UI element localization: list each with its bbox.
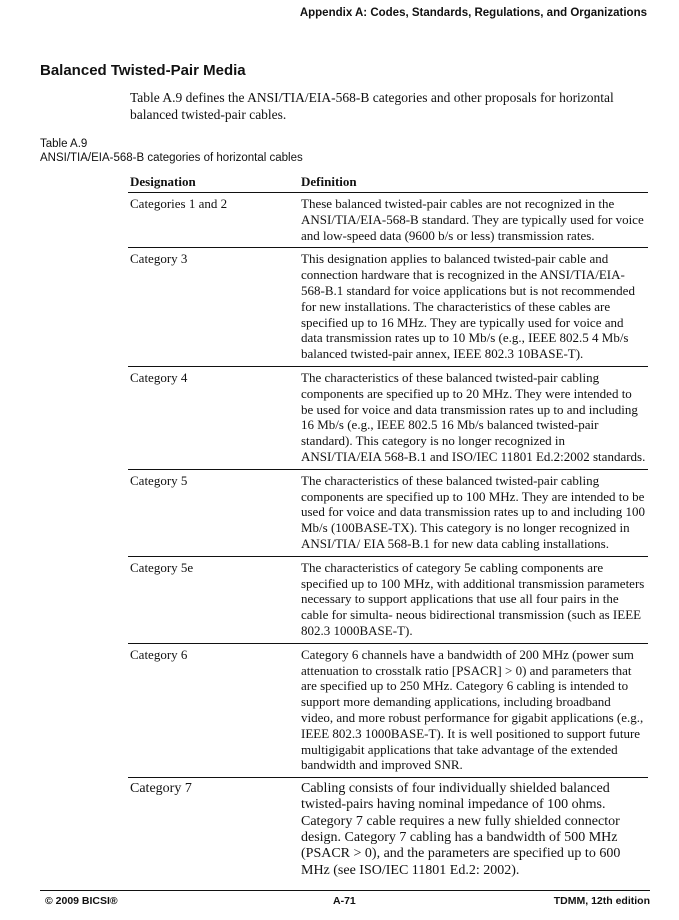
designation-cell: Category 5	[130, 472, 188, 488]
running-header: Appendix A: Codes, Standards, Regulations, and Organizations	[299, 7, 647, 19]
table-row	[128, 248, 648, 367]
footer-page-number: A-71	[333, 895, 356, 907]
designation-cell: Categories 1 and 2	[130, 196, 228, 211]
footer-edition: TDMM, 12th edition	[553, 895, 650, 907]
designation-cell: Category 7	[130, 781, 192, 797]
footer-copyright: © 2009 BICSI®	[45, 895, 118, 907]
definition-cell: This designation applies to balanced twisted-pair cable and connection hardware that is recognized in the ANSI/TIA/EIA-568-B.1 standard for voice applications but is not recommended for new installations. The characteristics of these cables are specified up to 16 MHz. They are typically used for voice and data transmission rates up to 10 Mb/s (e.g., IEEE 802.5 4 Mb/s balanced twisted-pair annex, IEEE 802.3 10BASE-T).	[301, 251, 635, 362]
table-caption	[40, 137, 303, 165]
designation-cell: Category 3	[130, 251, 188, 267]
definition-cell: Cabling consists of four individually shielded balanced twisted-pairs having nominal impedance of 100 ohms. Category 7 cable requires a new fully shielded connector design. Category 7 cabling has a bandwidth of 500 MHz (PSACR > 0), and the parameters are specified up to 600 MHz (see ISO/IEC 11801 Ed.2: 2002).	[301, 781, 621, 878]
table-label: Table A.9	[40, 138, 88, 150]
table-caption-text: ANSI/TIA/EIA-568-B categories of horizontal cables	[40, 152, 303, 164]
table-row	[128, 367, 648, 470]
footer-rule	[40, 890, 650, 891]
table-row	[128, 778, 648, 883]
table-row	[128, 193, 648, 248]
column-header-definition: Definition	[301, 174, 357, 189]
definition-cell: The characteristics of these balanced twisted-pair cabling components are specified up to 20 MHz. They were intended to be used for voice and data transmission rates up to and including 16 Mb/s (e.g., IEEE 802.5 16 Mb/s balanced twisted-pair standard). This category is no longer recognized in ANSI/TIA/EIA 568-B.1 and ISO/IEC 11801 Ed.2:2002 standards.	[301, 369, 646, 464]
categories-table	[128, 172, 648, 883]
designation-cell: Category 5e	[130, 559, 194, 575]
table-row	[128, 470, 648, 557]
column-header-designation: Designation	[130, 174, 196, 189]
definition-cell: The characteristics of category 5e cabling components are specified up to 100 MHz, with additional transmission parameters necessary to support applications that use all four pairs in the cable for simulta- neous bidirectional transmission (such as IEEE 802.3 1000BASE-T).	[301, 559, 645, 638]
table-header-row	[128, 172, 648, 193]
definition-cell: Category 6 channels have a bandwidth of 200 MHz (power sum attenuation to crosstalk ratio [PSACR] > 0) and parameters that are specified up to 250 MHz. Category 6 cabling is intended to support more demanding applications, including broadband video, and more robust performance for gigabit applications (e.g., IEEE 802.3 1000BASE-T). It is well positioned to support future multigigabit applications that take advantage of the extended bandwidth and improved SNR.	[301, 646, 644, 773]
definition-cell: The characteristics of these balanced twisted-pair cabling components are specified up to 100 MHz. They are intended to be used for voice and data transmission rates up to and including 100 Mb/s (100BASE-TX). This category is no longer recognized in ANSI/TIA/ EIA 568-B.1 for new data cabling installations.	[301, 472, 646, 551]
section-title: Balanced Twisted-Pair Media	[40, 62, 246, 79]
definition-cell: These balanced twisted-pair cables are not recognized in the ANSI/TIA/EIA-568-B standard. They are typically used for voice and low-speed data (9600 b/s or less) transmission rates.	[301, 196, 644, 243]
designation-cell: Category 6	[130, 646, 188, 662]
designation-cell: Category 4	[130, 369, 188, 385]
table-row	[128, 644, 648, 778]
intro-paragraph: Table A.9 defines the ANSI/TIA/EIA-568-B categories and other proposals for horizontal balanced twisted-pair cables.	[130, 90, 614, 122]
table-row	[128, 557, 648, 644]
